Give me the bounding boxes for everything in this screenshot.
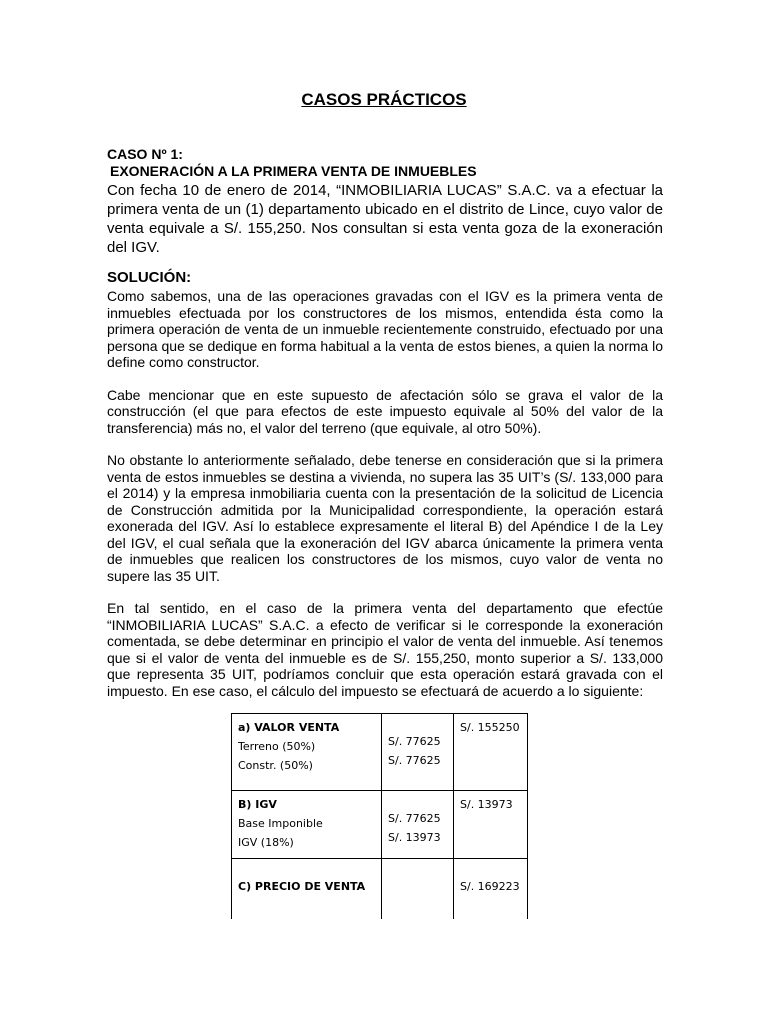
case-heading: EXONERACIÓN A LA PRIMERA VENTA DE INMUEBLES (110, 163, 477, 179)
document-title: CASOS PRÁCTICOS (301, 90, 467, 109)
row-header: C) PRECIO DE VENTA (238, 880, 366, 893)
case-statement: Con fecha 10 de enero de 2014, “INMOBILIARIA LUCAS” S.A.C. va a efectuar la primera venta de un (1) departamento ubicado en el distrito de Lince, cuyo valor de venta equivale a S/. 155,250. Nos consultan si esta venta goza de la exoneración del IGV. (107, 182, 663, 256)
row-total: S/. 13973 (460, 798, 513, 811)
row-item-label: IGV (18%) (238, 836, 294, 849)
table-cell-concept (232, 859, 382, 920)
table-row (232, 791, 528, 859)
row-item-label: Terreno (50%) (238, 740, 316, 753)
table-row (232, 859, 528, 920)
row-item-amount: S/. 77625 (388, 735, 441, 748)
calculation-table (231, 713, 528, 919)
table-cell-amounts (382, 859, 454, 920)
case-section (107, 146, 663, 257)
solution-section (107, 268, 663, 715)
table-row (232, 714, 528, 791)
solution-paragraph: Cabe mencionar que en este supuesto de afectación sólo se grava el valor de la construcción (el que para efectos de este impuesto equivale al 50% del valor de la transferencia) más no, el valor del terreno (que equivale, al otro 50%). (107, 386, 663, 436)
table-cell-concept (232, 714, 382, 791)
row-item-amount: S/. 77625 (388, 812, 441, 825)
solution-paragraph: En tal sentido, en el caso de la primera venta del departamento que efectúe “INMOBILIARIA LUCAS” S.A.C. a efecto de verificar si le corresponde la exoneración comentada, se debe determinar en principio el valor de venta del inmueble. Así tenemos que si el valor de venta del inmueble es de S/. 155,250, monto superior a S/. 133,000 que representa 35 UIT, podríamos concluir que esta operación estará gravada con el impuesto. En ese caso, el cálculo del impuesto se efectuará de acuerdo a lo siguiente: (107, 600, 663, 699)
row-item-label: Constr. (50%) (238, 759, 313, 772)
table-cell-amounts (382, 714, 454, 791)
row-total: S/. 155250 (460, 721, 520, 734)
row-total: S/. 169223 (460, 880, 520, 893)
table-cell-concept (232, 791, 382, 859)
solution-paragraph: No obstante lo anteriormente señalado, debe tenerse en consideración que si la primera venta de estos inmuebles se destina a vivienda, no supera las 35 UIT’s (S/. 133,000 para el 2014) y la empresa inmobiliaria cuenta con la presentación de la solicitud de Licencia de Construcción admitida por la Municipalidad correspondiente, la operación estará exonerada del IGV. Así lo establece expresamente el literal B) del Apéndice I de la Ley del IGV, el cual señala que la exoneración del IGV abarca únicamente la primera venta de inmuebles que realicen los constructores de los mismos, cuyo valor de venta no supere las 35 UIT. (107, 452, 663, 584)
row-header: a) VALOR VENTA (238, 721, 340, 734)
row-item-amount: S/. 13973 (388, 831, 441, 844)
table-cell-total (454, 791, 528, 859)
solution-heading: SOLUCIÓN: (107, 269, 192, 286)
case-label: CASO Nº 1: (107, 146, 183, 162)
row-header: B) IGV (238, 798, 277, 811)
row-item-amount: S/. 77625 (388, 754, 441, 767)
table-cell-total (454, 714, 528, 791)
table-cell-amounts (382, 791, 454, 859)
table-cell-total (454, 859, 528, 920)
solution-paragraph: Como sabemos, una de las operaciones gravadas con el IGV es la primera venta de inmuebles efectuada por los constructores de los mismos, entendida ésta como la primera operación de venta de un inmueble recientemente construido, efectuado por una persona que se dedique en forma habitual a la venta de estos bienes, a quien la norma lo define como constructor. (107, 288, 663, 370)
row-item-label: Base Imponible (238, 817, 323, 830)
